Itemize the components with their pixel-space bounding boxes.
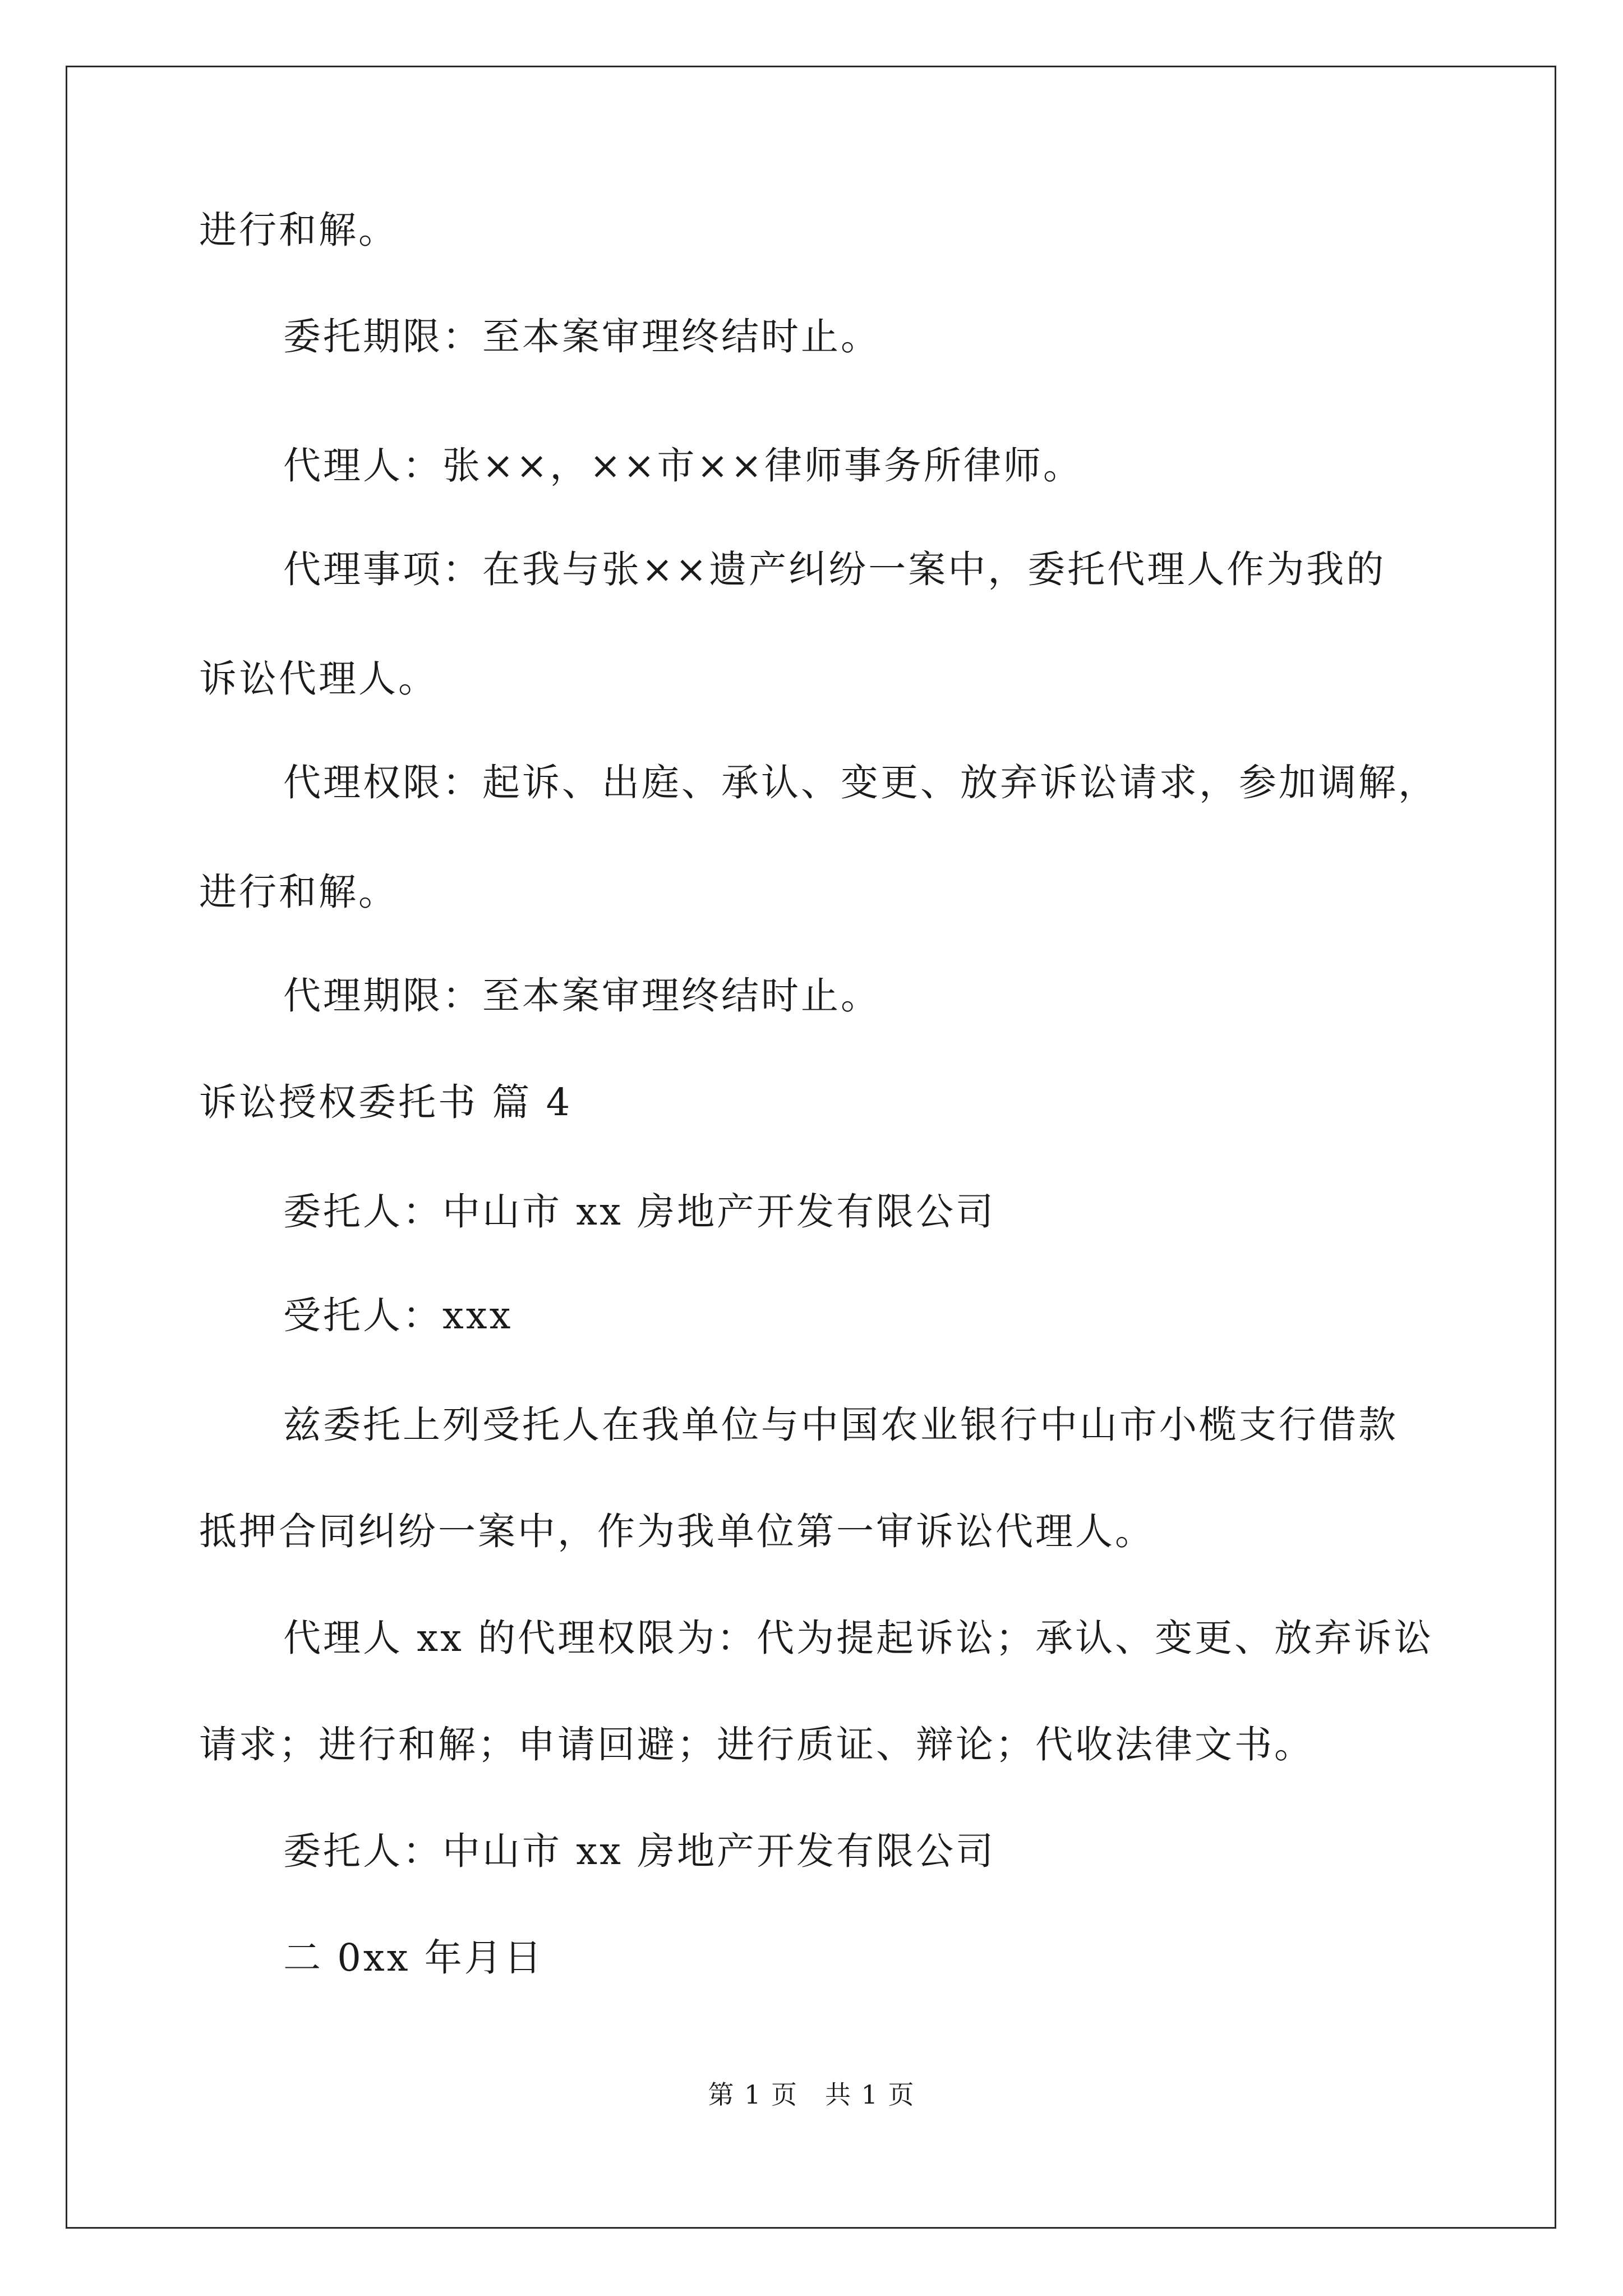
paragraph-line: 进行和解。 <box>199 208 398 252</box>
paragraph-line: 抵押合同纠纷一案中，作为我单位第一审诉讼代理人。 <box>199 1510 1155 1553</box>
paragraph-line: 代理人 xx 的代理权限为：代为提起诉讼；承认、变更、放弃诉讼 <box>283 1616 1434 1660</box>
section-heading: 诉讼授权委托书 篇 4 <box>199 1080 573 1124</box>
paragraph-line: 受托人：xxx <box>283 1294 513 1337</box>
paragraph-line: 代理事项：在我与张××遗产纠纷一案中，委托代理人作为我的 <box>283 547 1386 591</box>
paragraph-line: 请求；进行和解；申请回避；进行质证、辩论；代收法律文书。 <box>199 1723 1314 1766</box>
paragraph-line: 委托人：中山市 xx 房地产开发有限公司 <box>283 1190 996 1234</box>
paragraph-line: 二 0xx 年月日 <box>283 1936 544 1980</box>
paragraph-line: 代理人：张××，××市××律师事务所律师。 <box>283 444 1083 487</box>
paragraph-line: 委托期限：至本案审理终结时止。 <box>283 315 880 358</box>
paragraph-line: 代理期限：至本案审理终结时止。 <box>283 974 880 1018</box>
paragraph-line: 委托人：中山市 xx 房地产开发有限公司 <box>283 1829 996 1873</box>
page-number-footer: 第 1 页 共 1 页 <box>708 2079 915 2110</box>
paragraph-line: 代理权限：起诉、出庭、承认、变更、放弃诉讼请求，参加调解， <box>283 761 1438 804</box>
paragraph-line: 诉讼代理人。 <box>199 657 438 701</box>
paragraph-line: 兹委托上列受托人在我单位与中国农业银行中山市小榄支行借款 <box>283 1403 1398 1447</box>
page-border <box>66 66 1556 2229</box>
paragraph-line: 进行和解。 <box>199 870 398 914</box>
